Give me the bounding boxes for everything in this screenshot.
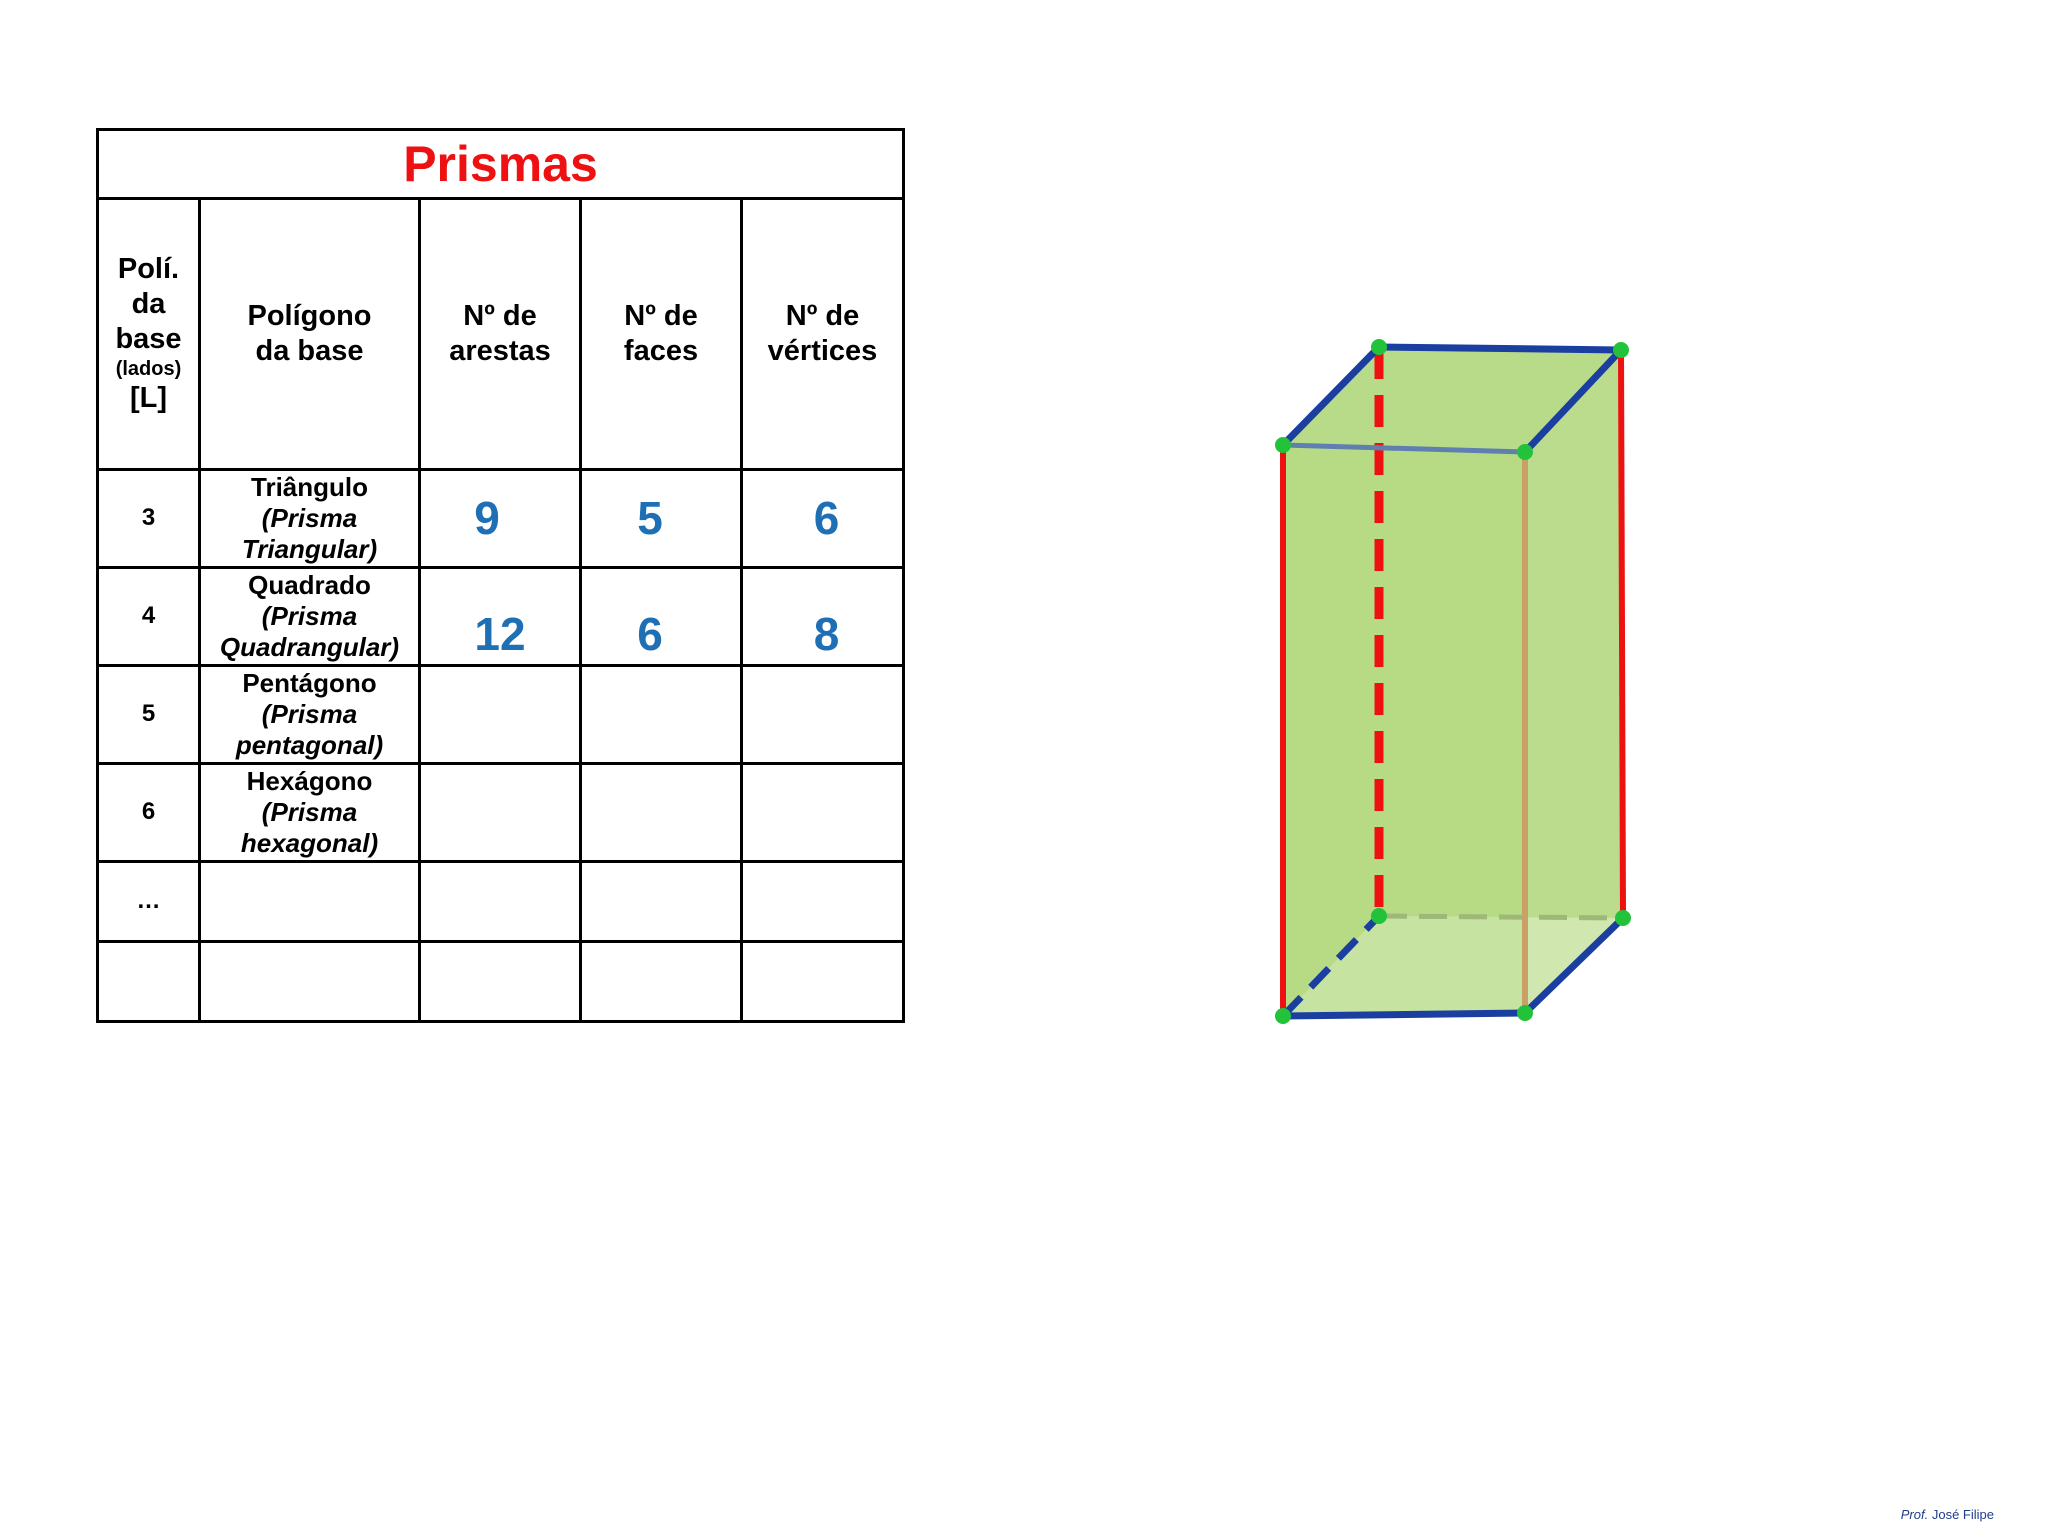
empty-cell: [581, 942, 742, 1022]
cell-edges: 12: [420, 567, 581, 665]
cell-vertices: [742, 665, 904, 763]
cell-sides: 3: [98, 469, 200, 567]
table-row: [98, 469, 904, 567]
table-row: [98, 764, 904, 862]
right-face: [1525, 350, 1623, 1013]
cell-vertices: 6: [742, 469, 904, 567]
cell-edges: [420, 665, 581, 763]
lateral-edge: [1621, 350, 1623, 918]
header-edges: Nº de arestas: [420, 198, 581, 469]
cell-sides: 4: [98, 567, 200, 665]
vertex-point: [1371, 339, 1387, 355]
empty-cell: [98, 942, 200, 1022]
vertex-point: [1275, 437, 1291, 453]
cell-edges: [420, 764, 581, 862]
base-edge: [1379, 347, 1621, 350]
cell-edges: 9: [420, 469, 581, 567]
header-sides: Polí. da base (lados) [L]: [98, 198, 200, 469]
vertex-point: [1613, 342, 1629, 358]
cell-polygon: Hexágono (Prisma hexagonal): [200, 764, 420, 862]
empty-cell: [200, 862, 420, 942]
empty-cell: [742, 942, 904, 1022]
base-edge: [1283, 1013, 1525, 1016]
vertex-point: [1517, 444, 1533, 460]
table-row: [98, 862, 904, 942]
cell-ellipsis: …: [98, 862, 200, 942]
cell-polygon: Triângulo (Prisma Triangular): [200, 469, 420, 567]
header-polygon: Polígono da base: [200, 198, 420, 469]
empty-cell: [581, 862, 742, 942]
table-row: [98, 942, 904, 1022]
cell-polygon: Pentágono (Prisma pentagonal): [200, 665, 420, 763]
cell-faces: [581, 764, 742, 862]
empty-cell: [742, 862, 904, 942]
vertex-point: [1615, 910, 1631, 926]
prisms-table: [96, 128, 905, 1023]
front-face: [1283, 445, 1525, 1016]
vertex-point: [1517, 1005, 1533, 1021]
empty-cell: [420, 862, 581, 942]
cell-faces: [581, 665, 742, 763]
header-faces: Nº de faces: [581, 198, 742, 469]
cell-faces: 5: [581, 469, 742, 567]
cell-faces: 6: [581, 567, 742, 665]
cell-sides: 6: [98, 764, 200, 862]
author-credit: Prof. José Filipe: [1900, 1507, 1994, 1522]
cell-polygon: Quadrado (Prisma Quadrangular): [200, 567, 420, 665]
header-vertices: Nº de vértices: [742, 198, 904, 469]
cell-sides: 5: [98, 665, 200, 763]
vertex-point: [1371, 908, 1387, 924]
table-row: [98, 665, 904, 763]
cell-vertices: [742, 764, 904, 862]
empty-cell: [200, 942, 420, 1022]
cell-vertices: 8: [742, 567, 904, 665]
table-row: [98, 567, 904, 665]
empty-cell: [420, 942, 581, 1022]
prism-diagram: [1250, 320, 1650, 1040]
table-title: Prismas: [98, 130, 904, 199]
vertex-point: [1275, 1008, 1291, 1024]
